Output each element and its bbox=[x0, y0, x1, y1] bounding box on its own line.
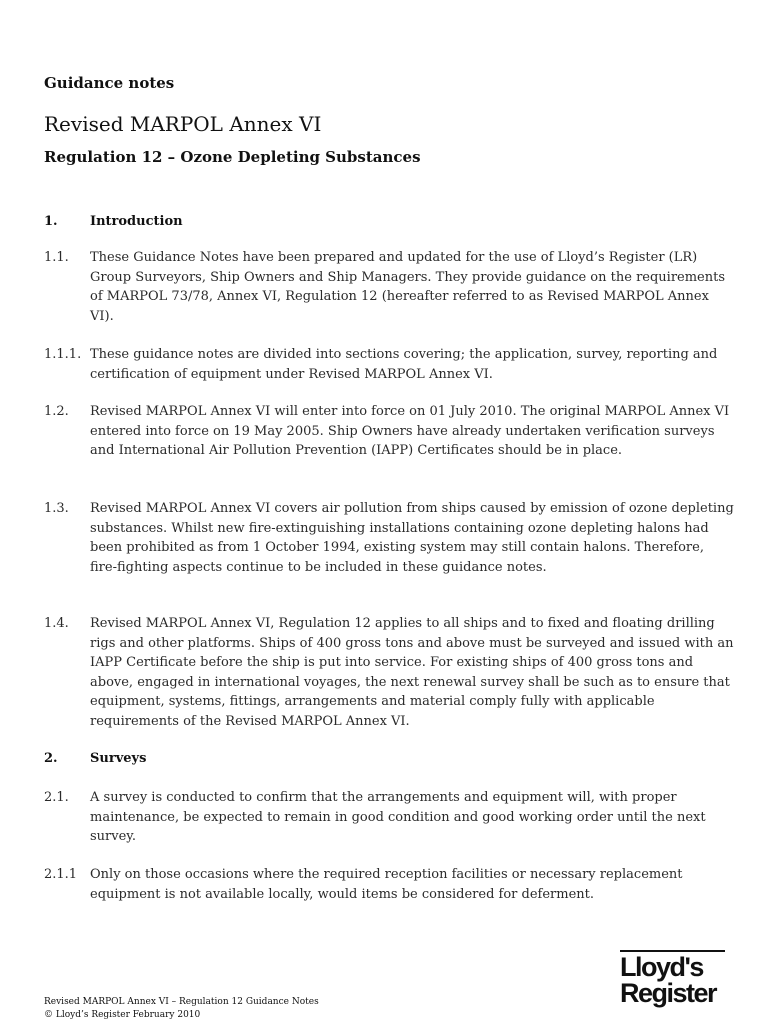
paragraph-text: A survey is conducted to confirm that the arrangements and equipment will, with proper maintenance, be expected to remain in good condition and good working order until the next survey. bbox=[90, 790, 706, 844]
section-number: 1. bbox=[44, 214, 58, 229]
paragraph-number: 1.3. bbox=[44, 501, 69, 516]
page-footer bbox=[44, 996, 319, 1022]
footer-document-title: Revised MARPOL Annex VI – Regulation 12 Guidance Notes bbox=[44, 997, 319, 1007]
paragraph-1-4 bbox=[44, 614, 734, 731]
paragraph-1-2 bbox=[44, 402, 734, 461]
section-number: 2. bbox=[44, 751, 58, 766]
paragraph-1-1-1 bbox=[44, 345, 734, 384]
document-title: Revised MARPOL Annex VI bbox=[44, 112, 322, 136]
lloyds-register-logo bbox=[620, 950, 730, 1010]
paragraph-number: 2.1.1 bbox=[44, 867, 78, 882]
paragraph-2-1-1 bbox=[44, 865, 734, 904]
paragraph-text: These guidance notes are divided into sections covering; the application, survey, reporting and certification of equipment under Revised MARPOL Annex VI. bbox=[90, 347, 718, 382]
footer-copyright: © Lloyd’s Register February 2010 bbox=[44, 1010, 201, 1020]
paragraph-number: 1.4. bbox=[44, 616, 69, 631]
paragraph-number: 2.1. bbox=[44, 790, 69, 805]
section-heading-text: Introduction bbox=[90, 214, 183, 229]
paragraph-1-1 bbox=[44, 248, 734, 326]
paragraph-text: Revised MARPOL Annex VI covers air pollution from ships caused by emission of ozone depleting substances. Whilst new fire-extinguishing installations containing ozone depleting halons had been prohibited as from 1 October 1994, existing system may still contain halons. Therefore, fire-fighting aspects continue to be included in these guidance notes. bbox=[90, 501, 734, 575]
section-heading-text: Surveys bbox=[90, 751, 147, 766]
logo-text-line2: Register bbox=[620, 978, 717, 1008]
paragraph-number: 1.2. bbox=[44, 404, 69, 419]
guidance-label: Guidance notes bbox=[44, 74, 175, 92]
paragraph-text: Revised MARPOL Annex VI, Regulation 12 applies to all ships and to fixed and floating drilling rigs and other platforms. Ships of 400 gross tons and above must be surveyed and issued with an IAPP Certificate before the ship is put into service. For existing ships of 400 gross tons and above, engaged in international voyages, the next renewal survey shall be such as to ensure that equipment, systems, fittings, arrangements and material comply fully with applicable requirements of the Revised MARPOL Annex VI. bbox=[90, 616, 734, 729]
paragraph-number: 1.1.1. bbox=[44, 347, 82, 362]
section-introduction-heading bbox=[44, 212, 734, 232]
paragraph-text: Only on those occasions where the required reception facilities or necessary replacement equipment is not available locally, would items be considered for deferment. bbox=[90, 867, 683, 902]
paragraph-text: These Guidance Notes have been prepared and updated for the use of Lloyd’s Register (LR) Group Surveyors, Ship Owners and Ship Managers. They provide guidance on the requirements of MARPOL 73/78, Annex VI, Regulation 12 (hereafter referred to as Revised MARPOL Annex VI). bbox=[90, 250, 726, 324]
paragraph-1-3 bbox=[44, 499, 734, 577]
paragraph-number: 1.1. bbox=[44, 250, 69, 265]
paragraph-text: Revised MARPOL Annex VI will enter into force on 01 July 2010. The original MARPOL Annex VI entered into force on 19 May 2005. Ship Owners have already undertaken verification surveys and International Air Pollution Prevention (IAPP) Certificates should be in place. bbox=[90, 404, 730, 458]
document-subtitle: Regulation 12 – Ozone Depleting Substances bbox=[44, 148, 421, 166]
paragraph-2-1 bbox=[44, 788, 734, 847]
logo-text-line1: Lloyd's bbox=[620, 952, 703, 982]
section-surveys-heading bbox=[44, 749, 734, 769]
